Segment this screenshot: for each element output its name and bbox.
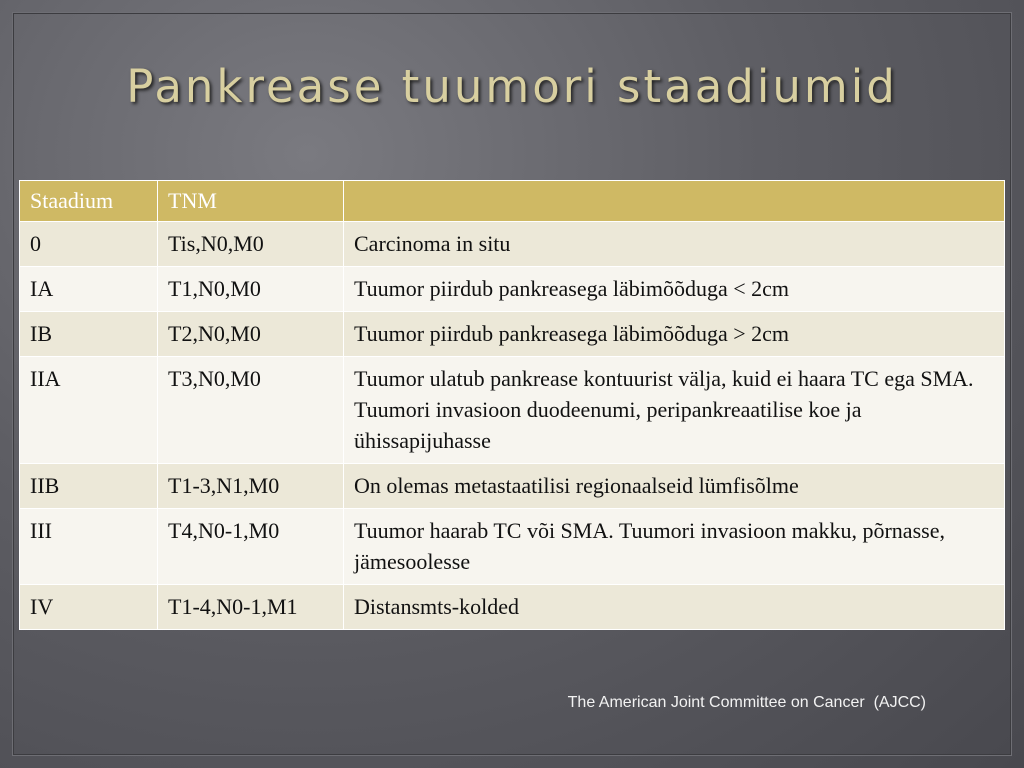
tnm-cell: T1,N0,M0	[158, 267, 344, 312]
column-header-stage: Staadium	[20, 181, 158, 222]
tnm-cell: T3,N0,M0	[158, 357, 344, 464]
description-cell: Tuumor ulatub pankrease kontuurist välja, kuid ei haara TC ega SMA. Tuumori invasioon duodeenumi, peripankreaatilise koe ja ühissapijuhasse	[344, 357, 1005, 464]
description-cell: Tuumor piirdub pankreasega läbimõõduga < 2cm	[344, 267, 1005, 312]
source-citation: The American Joint Committee on Cancer (AJCC)	[567, 694, 926, 711]
slide-title: Pankrease tuumori staadiumid	[126, 60, 898, 113]
tnm-cell: T4,N0-1,M0	[158, 509, 344, 585]
description-cell: Tuumor haarab TC või SMA. Tuumori invasioon makku, põrnasse, jämesoolesse	[344, 509, 1005, 585]
description-cell: On olemas metastaatilisi regionaalseid lümfisõlme	[344, 464, 1005, 509]
description-cell: Tuumor piirdub pankreasega läbimõõduga > 2cm	[344, 312, 1005, 357]
staging-table	[19, 180, 1005, 630]
column-header-description	[344, 181, 1005, 222]
description-cell: Carcinoma in situ	[344, 222, 1005, 267]
stage-cell: III	[20, 509, 158, 585]
stage-cell: 0	[20, 222, 158, 267]
tnm-cell: Tis,N0,M0	[158, 222, 344, 267]
tnm-cell: T1-3,N1,M0	[158, 464, 344, 509]
table-row	[20, 509, 1005, 585]
stage-cell: IB	[20, 312, 158, 357]
column-header-tnm: TNM	[158, 181, 344, 222]
table-header-row	[20, 181, 1005, 222]
table-row	[20, 585, 1005, 630]
table-row	[20, 267, 1005, 312]
stage-cell: IV	[20, 585, 158, 630]
table-row	[20, 464, 1005, 509]
table-row	[20, 312, 1005, 357]
stage-cell: IIB	[20, 464, 158, 509]
tnm-cell: T2,N0,M0	[158, 312, 344, 357]
table-row	[20, 222, 1005, 267]
tnm-cell: T1-4,N0-1,M1	[158, 585, 344, 630]
table-row	[20, 357, 1005, 464]
stage-cell: IA	[20, 267, 158, 312]
description-cell: Distansmts-kolded	[344, 585, 1005, 630]
stage-cell: IIA	[20, 357, 158, 464]
